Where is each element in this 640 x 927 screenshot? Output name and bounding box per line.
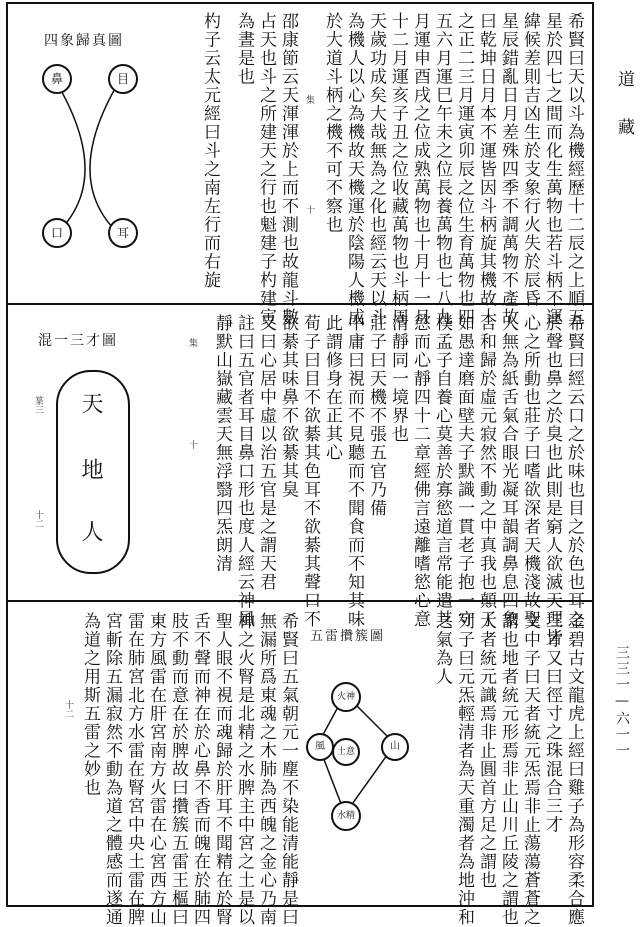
text-column: 於大道斗柄之機不可不察也 — [322, 12, 342, 234]
text-column: 占天也斗之所建天之行也魁建子杓建寅 — [256, 12, 276, 327]
text-column: 為道之用斯五雷之妙也 — [80, 612, 100, 797]
text-column: 靜默山嶽藏雲天無浮翳四炁朗清 — [212, 314, 232, 573]
text-column: 人無為紙舌氣合眼光凝耳韻調鼻息四象 — [498, 314, 518, 629]
text-column: 雷在肺宮北方水雷在腎宮中央土雷在脾 — [124, 612, 144, 927]
text-column: 肢不動而意在於脾故曰攢簇五雷王樞曰 — [168, 612, 188, 927]
text-column: 月運申酉戌之位成熟萬物也十月十一月 — [410, 12, 430, 327]
margin-label-zang: 藏 — [614, 118, 634, 135]
text-column: 舌不聲而神在於心鼻不香而魄在於肺四 — [190, 612, 210, 927]
text-column: 清靜同一境界也 — [388, 314, 408, 444]
small-note: 集 — [187, 338, 197, 347]
text-column: 五六月運巳午未之位長養萬物也七八九 — [432, 12, 452, 327]
text-column: 慾而心靜四十二章經佛言遠離嗜慾心意 — [410, 314, 430, 629]
diagram-title: 混一三才圖 — [38, 333, 118, 349]
small-note: 十 — [187, 440, 197, 449]
text-column: 如愚達磨面壁夫子默識一貫老子抱一守 — [454, 314, 474, 629]
text-column: 星辰錯亂日月差殊四季不調萬物不產故 — [498, 12, 518, 327]
text-column: 杓子云太元經曰斗之南左行而右旋 — [200, 12, 220, 290]
text-column: 中庸曰視而不見聽而不聞食而不知其味 — [344, 314, 364, 629]
text-column: 希賢曰天以斗為機經歷十二辰之上順五 — [564, 12, 584, 327]
node-earth: 土意 — [332, 738, 360, 766]
small-note: 十二 — [33, 510, 43, 528]
text-column: 希賢曰五氣朝元一塵不染能清能靜是曰 — [278, 612, 298, 927]
text-column: 樸孟子自養心莫善於寡慾道言常能遣其 — [432, 314, 452, 629]
page-number: 三三一—六一一 — [614, 645, 630, 759]
char-earth: 地 — [78, 458, 103, 482]
text-column: 緯候差則吉凶生於支象行火失於辰昏 — [520, 12, 540, 308]
char-human: 人 — [78, 520, 103, 544]
text-column: 列子曰元炁輕清者為天重濁者為地沖和 — [454, 612, 474, 927]
text-column: 文中子曰天者統元炁焉非止蕩蕩蒼蒼之 — [520, 612, 540, 927]
text-column: 星於四七之間而化生萬物也若斗柄不運 — [542, 12, 562, 327]
text-column: 邵康節云天渾渾於上而不測也故龍斗數 — [278, 12, 298, 327]
text-column: 荀子曰目不欲綦其色耳不欲綦其聲口不 — [300, 314, 320, 629]
text-column: 十二月運亥子丑之位收藏萬物也斗柄周 — [388, 12, 408, 327]
diagram-title: 四象歸真圖 — [44, 33, 124, 49]
text-column: 聖人眼不視而魂歸於肝耳不聞精在於腎 — [212, 612, 232, 927]
node-mountain: 山 — [381, 733, 409, 761]
text-column: 欲綦其味鼻不欲綦其臭 — [278, 314, 298, 499]
text-column: 曰乾坤日月本不運皆因斗柄旋其機故十 — [476, 12, 496, 327]
text-column: 之氣為人 — [432, 612, 452, 686]
node-bi: 鼻 — [42, 64, 72, 94]
small-note: 十二 — [63, 700, 73, 718]
text-column: 無漏所爲東魂之木肺為西魄之金心乃南 — [256, 612, 276, 927]
text-column: 此謂修身在正其心 — [322, 314, 342, 462]
diagram-title: 五雷攢簇圖 — [310, 629, 386, 644]
text-column: 謂也地者統元形焉非止山川丘陵之謂也 — [498, 612, 518, 927]
small-note: 十 — [304, 205, 314, 214]
text-column: 神之火腎是北精之水脾主中宮之土是以 — [234, 612, 254, 927]
node-mu: 目 — [108, 64, 138, 94]
text-column: 莊子曰天機不張五官乃備 — [366, 314, 386, 518]
text-column: 金碧古文龍虎上經曰雞子為形容柔合應 — [564, 612, 584, 927]
small-note: 篆三 — [33, 396, 43, 414]
node-er: 耳 — [108, 218, 138, 248]
text-column: 心之所動也莊子曰嗜欲深者天機淺故聖 — [520, 314, 540, 629]
small-note: 集 — [304, 95, 314, 104]
node-water: 水精 — [331, 801, 361, 831]
text-column: 天歲功成矣大哉無為之化也經云天以斗 — [366, 12, 386, 327]
text-column: 又曰心居中虛以治五官是之謂天君 — [256, 314, 276, 592]
text-column: 註曰五官者耳目鼻口形也度人經云神風 — [234, 314, 254, 629]
text-column: 合和歸於虛元寂然不動之中真我也顛子 — [476, 314, 496, 629]
text-column: 人者統元識焉非止圓首方足之謂也 — [476, 612, 496, 890]
text-column: 東方風雷在肝宮南方火雷在心宮西方山 — [146, 612, 166, 927]
text-column: 為晝是也 — [234, 12, 254, 86]
node-wind: 風 — [306, 733, 334, 761]
margin-label-dao: 道 — [614, 70, 634, 87]
text-column: 希賢曰經云口之於味也目之於色也耳之 — [564, 314, 584, 629]
text-column: 宮斬除五漏寂然不動為道之體感而遂通 — [102, 612, 122, 927]
text-column: 於聲也鼻之於臭也此則是窮人欲滅天理皆 — [542, 314, 562, 647]
text-column: 為機人以心為機故天機運於陰陽人機成 — [344, 12, 364, 327]
node-fire: 火神 — [331, 682, 361, 712]
char-heaven: 天 — [78, 392, 103, 416]
text-column: 三才又曰徑寸之珠混合三才 — [542, 612, 562, 834]
node-kou: 口 — [42, 218, 72, 248]
text-column: 之正二三月運寅卯辰之位生育萬物也四 — [454, 12, 474, 327]
